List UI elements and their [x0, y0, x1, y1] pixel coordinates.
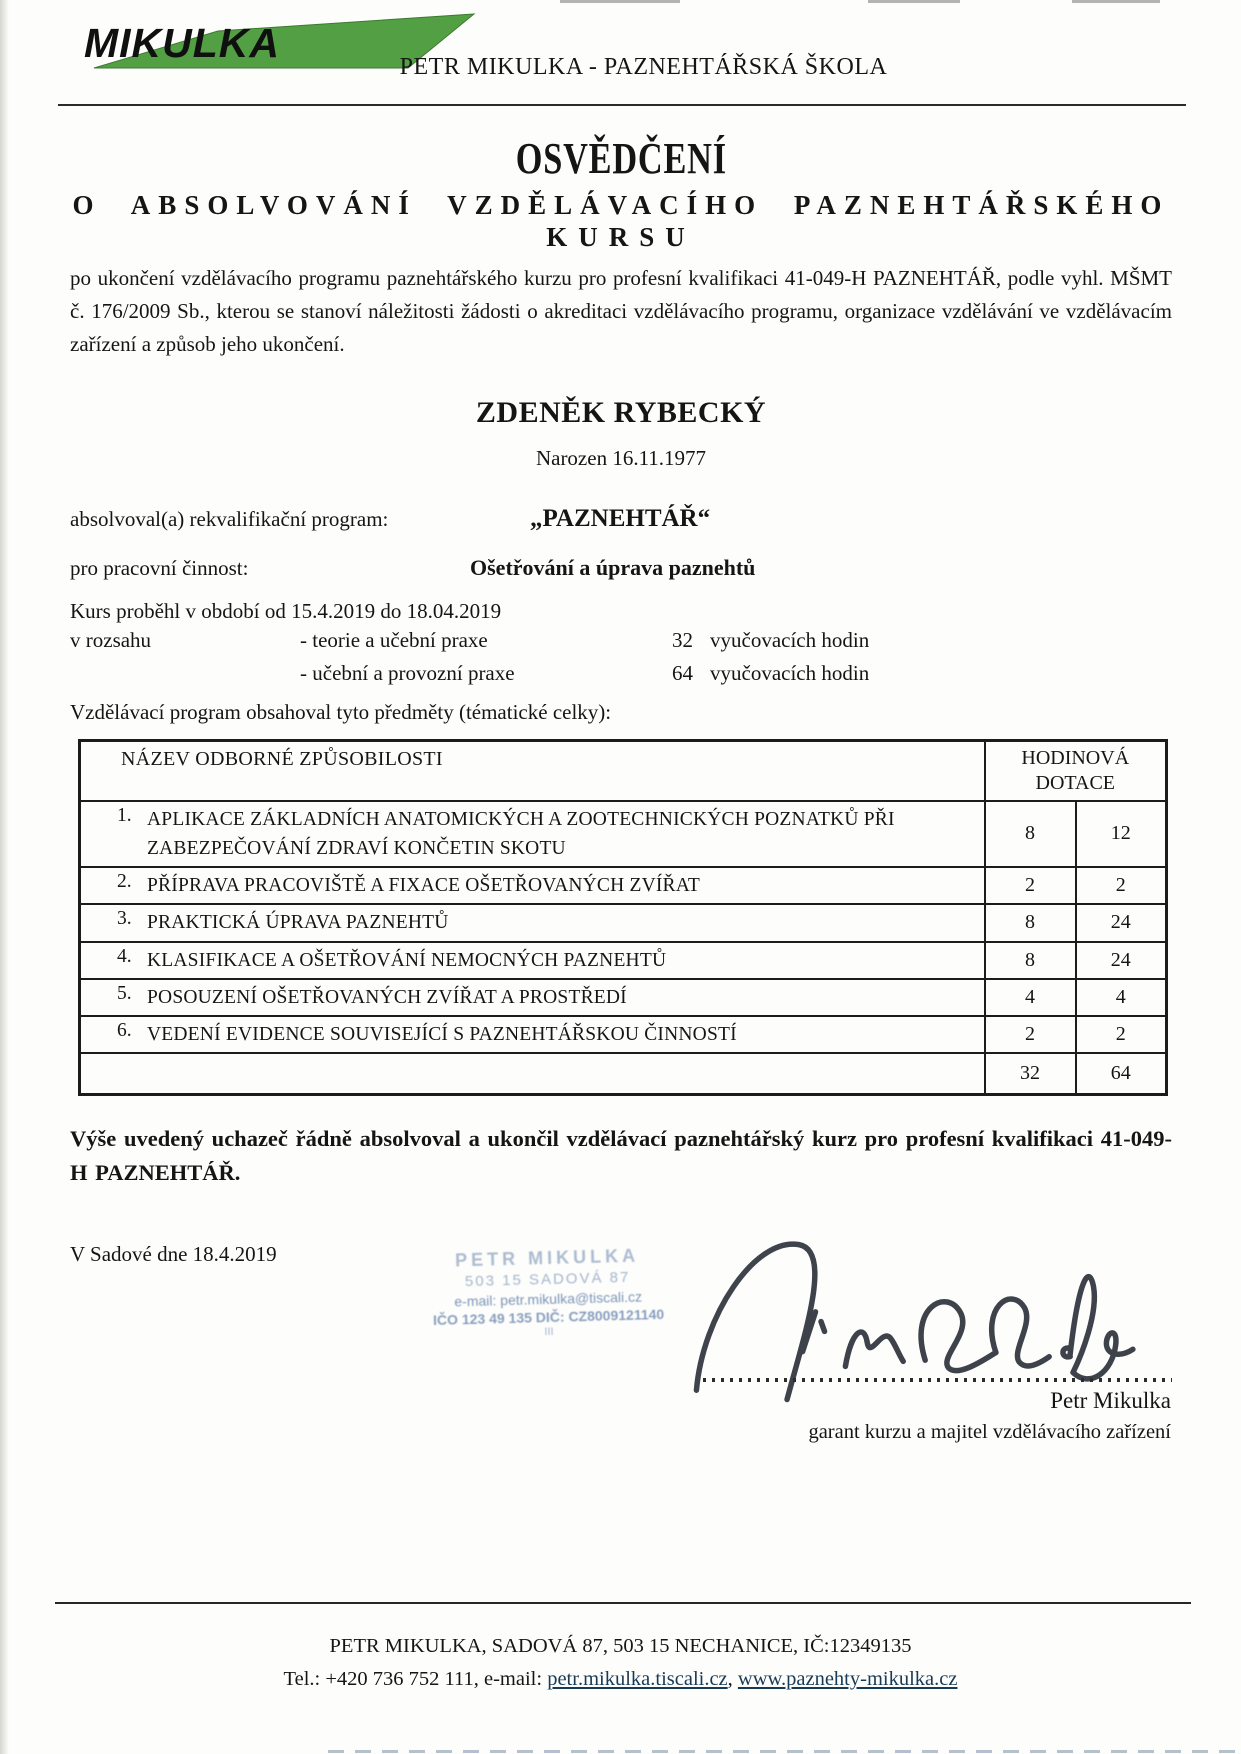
scope-label: v rozsahu — [70, 627, 152, 652]
row-practice-hours: 2 — [1076, 867, 1167, 904]
scan-edge-artifact — [0, 0, 9, 1754]
footer-email-link[interactable]: petr.mikulka.tiscali.cz — [547, 1668, 728, 1690]
program-value: „PAZNEHTÁŘ“ — [530, 504, 711, 532]
intro-paragraph: po ukončení vzdělávacího programu paznehtářského kurzu pro profesní kvalifikaci 41-049-H PAZNEHTÁŘ, podle vyhl. MŠMT č. 176/2009 Sb., kterou se stanoví náležitosti žádosti o akreditaci vzdělávacího programu, organizace vzdělávání ve vzdělávacím zařízení a způsob jeho ukončení. — [70, 266, 1172, 357]
footer — [0, 1630, 1241, 1696]
signer-role: garant kurzu a majitel vzdělávacího zařízení — [808, 1421, 1171, 1443]
row-theory-hours: 2 — [985, 1016, 1076, 1053]
table-row — [80, 979, 1167, 1016]
certificate-subtitle-line1: O ABSOLVOVÁNÍ VZDĚLÁVACÍHO PAZNEHTÁŘSKÉHO — [72, 190, 1170, 220]
program-row — [70, 505, 1172, 533]
stamp-name: PETR MIKULKA — [454, 1245, 640, 1271]
header-hours: HODINOVÁ DOTACE — [985, 740, 1167, 801]
scan-artifact — [1072, 0, 1160, 3]
row-number: 1. — [117, 804, 132, 826]
row-name: KLASIFIKACE A OŠETŘOVÁNÍ NEMOCNÝCH PAZNEHTŮ — [147, 949, 667, 971]
subjects-table — [78, 739, 1168, 1097]
certificate-subtitle-line2: KURSU — [546, 222, 696, 252]
row-number: 4. — [117, 945, 132, 967]
stamp-mark: III — [544, 1325, 554, 1339]
school-title: PETR MIKULKA - PAZNEHTÁŘSKÁ ŠKOLA — [399, 54, 888, 80]
row-theory-hours: 4 — [985, 979, 1076, 1016]
scan-artifact — [328, 1750, 1241, 1753]
subjects-intro: Vzdělávací program obsahoval tyto předměty (tématické celky): — [70, 699, 612, 724]
table-row — [80, 1016, 1167, 1053]
closing-paragraph: Výše uvedený uchazeč řádně absolvoval a ukončil vzdělávací paznehtářský kurz pro profesní kvalifikaci 41-049-H PAZNEHTÁŘ. — [70, 1126, 1172, 1186]
scope-row — [70, 657, 1172, 690]
scan-artifact — [560, 0, 680, 3]
logo-wordmark: MIKULKA — [84, 20, 281, 66]
row-name: VEDENÍ EVIDENCE SOUVISEJÍCÍ S PAZNEHTÁŘSKOU ČINNOSTÍ — [147, 1024, 737, 1046]
row-name: PŘÍPRAVA PRACOVIŠTĚ A FIXACE OŠETŘOVANÝCH ZVÍŘAT — [147, 875, 701, 897]
row-number: 2. — [117, 871, 132, 893]
total-practice-hours: 64 — [1076, 1053, 1167, 1095]
signer-name: Petr Mikulka — [1050, 1388, 1171, 1413]
scan-artifact — [868, 0, 960, 3]
row-theory-hours: 8 — [985, 801, 1076, 868]
row-practice-hours: 12 — [1076, 801, 1167, 868]
signature-dotted-line — [703, 1378, 1172, 1382]
date-place-line: V Sadové dne 18.4.2019 — [70, 1241, 277, 1266]
scope-row — [70, 624, 1172, 657]
scope-item-name: - učební a provozní praxe — [300, 660, 515, 685]
total-theory-hours: 32 — [985, 1053, 1076, 1095]
program-label: absolvoval(a) rekvalifikační program: — [70, 506, 389, 531]
row-practice-hours: 24 — [1076, 904, 1167, 941]
row-practice-hours: 4 — [1076, 979, 1167, 1016]
scope-item-name: - teorie a učební praxe — [300, 627, 488, 652]
table-header-row — [80, 740, 1167, 801]
occupation-row — [70, 555, 1172, 581]
table-row — [80, 942, 1167, 979]
row-number: 3. — [117, 908, 132, 930]
row-practice-hours: 24 — [1076, 942, 1167, 979]
footer-rule — [55, 1602, 1191, 1604]
graduate-name: ZDENĚK RYBECKÝ — [475, 395, 767, 429]
occupation-label: pro pracovní činnost: — [70, 555, 249, 580]
stamp-address: 503 15 SADOVÁ 87 — [464, 1268, 631, 1291]
course-period: Kurs proběhl v období od 15.4.2019 do 18.04.2019 — [70, 598, 502, 623]
row-number: 5. — [117, 982, 132, 1004]
scope-item-hours: 64 vyučovacích hodin — [672, 660, 870, 685]
header-subject-name: NÁZEV ODBORNÉ ZPŮSOBILOSTI — [80, 740, 985, 801]
footer-address-line: PETR MIKULKA, SADOVÁ 87, 503 15 NECHANICE, IČ:12349135 — [329, 1635, 912, 1657]
table-row — [80, 867, 1167, 904]
row-theory-hours: 8 — [985, 904, 1076, 941]
birth-date-line: Narozen 16.11.1977 — [535, 445, 707, 470]
header-rule — [58, 104, 1186, 106]
row-name: APLIKACE ZÁKLADNÍCH ANATOMICKÝCH A ZOOTECHNICKÝCH POZNATKŮ PŘI ZABEZPEČOVÁNÍ ZDRAVÍ KONČETIN SKOTU — [147, 808, 895, 859]
table-total-row — [80, 1053, 1167, 1095]
row-name: PRAKTICKÁ ÚPRAVA PAZNEHTŮ — [147, 912, 449, 934]
handwritten-signature — [621, 1099, 1156, 1426]
scope-item-hours: 32 vyučovacích hodin — [672, 627, 870, 652]
stamp-ids: IČO 123 49 135 DIČ: CZ8009121140 — [432, 1305, 665, 1329]
table-row — [80, 904, 1167, 941]
occupation-value: Ošetřování a úprava paznehtů — [470, 554, 756, 580]
row-practice-hours: 2 — [1076, 1016, 1167, 1053]
certificate-title: OSVĚDČENÍ — [515, 134, 727, 183]
table-row — [80, 801, 1167, 868]
row-theory-hours: 2 — [985, 867, 1076, 904]
row-name: POSOUZENÍ OŠETŘOVANÝCH ZVÍŘAT A PROSTŘEDÍ — [147, 986, 627, 1008]
row-theory-hours: 8 — [985, 942, 1076, 979]
certificate-body — [70, 110, 1172, 1267]
stamp-email: e-mail: petr.mikulka@tiscali.cz — [454, 1288, 643, 1310]
footer-contact-line: Tel.: +420 736 752 111, e-mail: petr.mikulka.tiscali.cz, www.paznehty-mikulka.cz — [283, 1668, 958, 1690]
footer-website-link[interactable]: www.paznehty-mikulka.cz — [737, 1668, 958, 1690]
row-number: 6. — [117, 1020, 132, 1042]
